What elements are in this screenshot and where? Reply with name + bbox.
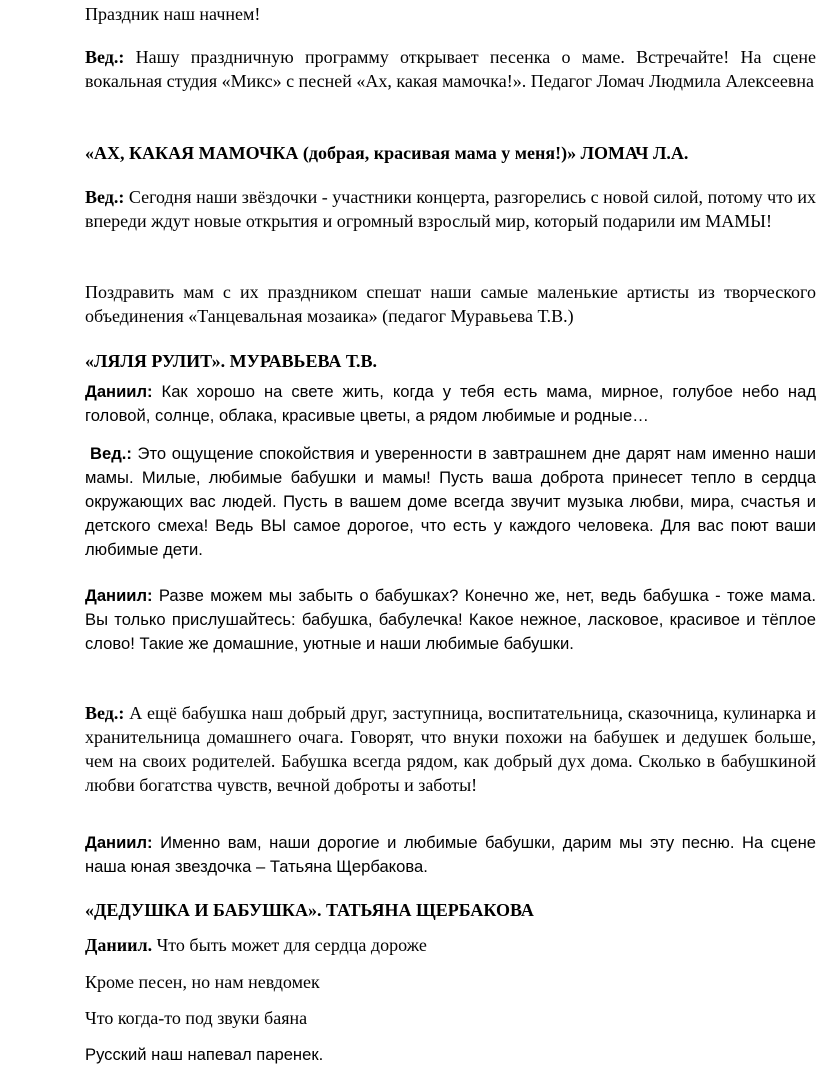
paragraph-dance-intro: Поздравить мам с их праздником спешат наши самые маленькие артисты из творческого объединения «Танцевальная мозаика» (педагог Муравьева Т.В.) bbox=[85, 282, 816, 326]
paragraph-host-intro bbox=[85, 45, 816, 93]
speaker-label: Вед.: bbox=[85, 703, 125, 723]
speaker-label: Даниил: bbox=[85, 382, 153, 401]
speaker-label: Вед.: bbox=[90, 444, 132, 463]
speaker-label: Даниил: bbox=[85, 833, 153, 852]
poem-text: Что быть может для сердца дороже bbox=[152, 935, 427, 955]
speaker-label: Вед.: bbox=[85, 187, 125, 207]
poem-line-2: Кроме песен, но нам невдомек bbox=[85, 972, 320, 992]
paragraph-text: Именно вам, наши дорогие и любимые бабушки, дарим мы эту песню. На сцене наша юная звездочка – Татьяна Щербакова. bbox=[85, 833, 816, 876]
paragraph-text: А ещё бабушка наш добрый друг, заступница, воспитательница, сказочница, кулинарка и хранительница домашнего очага. Говорят, что внуки похожи на бабушек и дедушек больше, чем на своих родителей. Бабушка всегда рядом, как добрый дух дома. Сколько в бабушкиной любви богатства чувств, вечной доброты и заботы! bbox=[85, 703, 816, 795]
speaker-label: Вед.: bbox=[85, 47, 125, 67]
paragraph-host-mothers bbox=[85, 442, 816, 562]
poem-line-1 bbox=[85, 933, 816, 957]
speaker-label: Даниил: bbox=[85, 586, 153, 605]
paragraph-text: Нашу праздничную программу открывает песенка о маме. Встречайте! На сцене вокальная студия «Микс» с песней «Ах, какая мамочка!». Педагог Ломач Людмила Алексеевна bbox=[85, 47, 816, 91]
paragraph-opening: Праздник наш начнем! bbox=[85, 4, 261, 24]
song-title-3: «ДЕДУШКА И БАБУШКА». ТАТЬЯНА ЩЕРБАКОВА bbox=[85, 900, 534, 920]
poem-line-4: Русский наш напевал паренек. bbox=[85, 1045, 324, 1064]
paragraph-host-stars bbox=[85, 185, 816, 233]
paragraph-host-grandmothers bbox=[85, 701, 816, 797]
song-title-1: «АХ, КАКАЯ МАМОЧКА (добрая, красивая мама у меня!)» ЛОМАЧ Л.А. bbox=[85, 143, 689, 163]
speaker-label: Даниил. bbox=[85, 935, 153, 955]
paragraph-daniil-1 bbox=[85, 380, 816, 428]
paragraph-text: Сегодня наши звёздочки - участники концерта, разгорелись с новой силой, потому что их впереди ждут новые открытия и огромный взрослый мир, который подарили им МАМЫ! bbox=[85, 187, 816, 231]
paragraph-text: Это ощущение спокойствия и уверенности в завтрашнем дне дарят нам именно наши мамы. Милые, любимые бабушки и мамы! Пусть ваша доброта принесет тепло в сердца окружающих вас людей. Пусть в вашем доме всегда звучит музыка любви, мира, счастья и детского смеха! Ведь ВЫ самое дорогое, что есть у каждого человека. Для вас поют ваши любимые дети. bbox=[85, 444, 816, 559]
poem-line-3: Что когда-то под звуки баяна bbox=[85, 1008, 308, 1028]
song-title-2: «ЛЯЛЯ РУЛИТ». МУРАВЬЕВА Т.В. bbox=[85, 351, 378, 371]
paragraph-text: Как хорошо на свете жить, когда у тебя есть мама, мирное, голубое небо над головой, солнце, облака, красивые цветы, а рядом любимые и родные… bbox=[85, 382, 816, 425]
paragraph-daniil-3 bbox=[85, 831, 816, 879]
paragraph-text: Разве можем мы забыть о бабушках? Конечно же, нет, ведь бабушка - тоже мама. Вы только прислушайтесь: бабушка, бабулечка! Какое нежное, ласковое, красивое и тёплое слово! Такие же домашние, уютные и наши любимые бабушки. bbox=[85, 586, 816, 653]
paragraph-daniil-2 bbox=[85, 584, 816, 656]
